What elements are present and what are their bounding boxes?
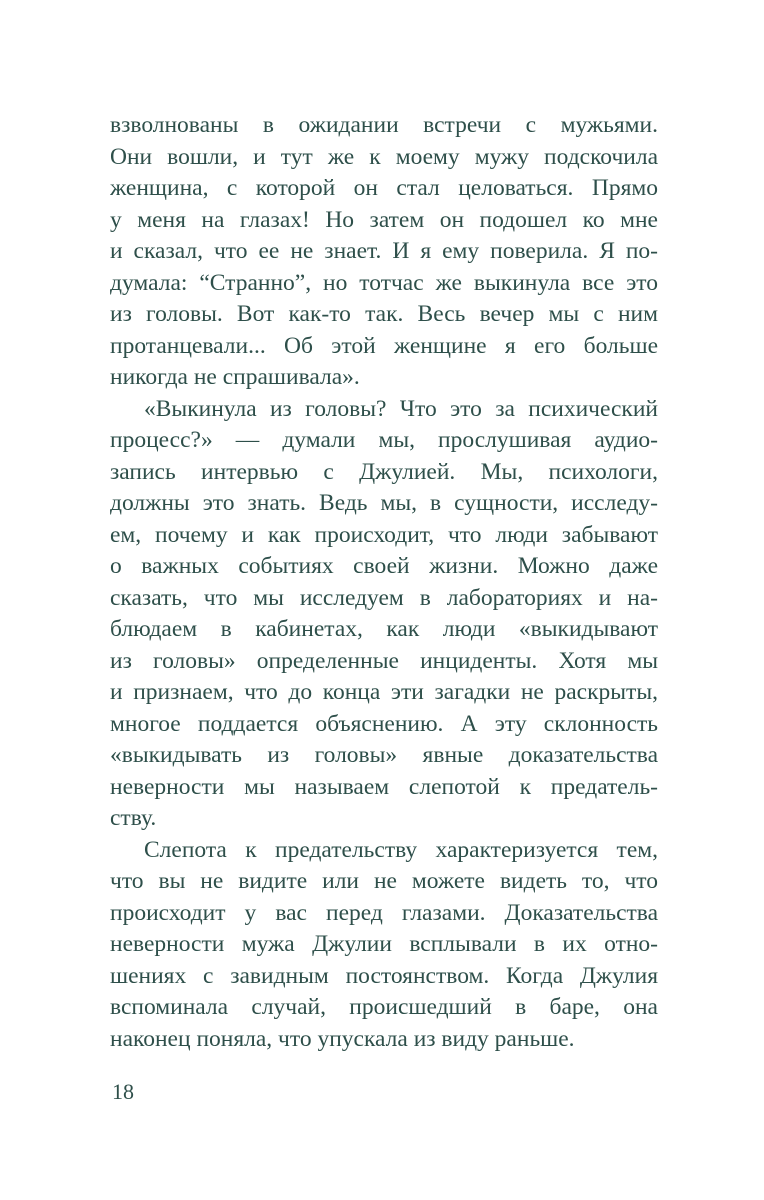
text-line: и сказал, что ее не знает. И я ему поверила. Я по- xyxy=(110,238,658,264)
text-block xyxy=(110,110,658,1055)
text-line: неверности мужа Джулии всплывали в их отно- xyxy=(110,931,658,957)
page-number: 18 xyxy=(112,1079,134,1104)
text-line: «Выкинула из головы? Что это за психический xyxy=(144,395,658,422)
text-line: и признаем, что до конца эти загадки не раскрыты, xyxy=(110,679,658,705)
text-line: происходит у вас перед глазами. Доказательства xyxy=(110,899,658,926)
text-line: никогда не спрашивала». xyxy=(110,364,360,390)
text-line: из головы» определенные инциденты. Хотя мы xyxy=(110,647,658,674)
text-line: протанцевали... Об этой женщине я его больше xyxy=(110,332,658,359)
text-line: шениях с завидным постоянством. Когда Джулия xyxy=(110,962,658,989)
text-line: из головы. Вот как-то так. Весь вечер мы с ним xyxy=(110,301,658,327)
text-line: сказать, что мы исследуем в лабораториях и на- xyxy=(110,584,658,611)
paragraph xyxy=(110,394,658,835)
text-line: блюдаем в кабинетах, как люди «выкидывают xyxy=(110,616,658,642)
text-line: наконец поняла, что упускала из виду раньше. xyxy=(110,1025,575,1052)
text-line: должны это знать. Ведь мы, в сущности, исследу- xyxy=(110,490,658,516)
text-line: ству. xyxy=(110,805,157,831)
paragraph xyxy=(110,110,658,394)
text-line: о важных событиях своей жизни. Можно даже xyxy=(110,553,658,579)
text-line: многое поддается объяснению. А эту склонность xyxy=(110,710,658,737)
text-line: Слепота к предательству характеризуется тем, xyxy=(144,836,658,863)
text-line: «выкидывать из головы» явные доказательства xyxy=(110,742,658,768)
text-line: неверности мы называем слепотой к предатель- xyxy=(110,773,658,800)
text-line: женщина, с которой он стал целоваться. Прямо xyxy=(110,175,658,201)
text-line: что вы не видите или не можете видеть то, что xyxy=(110,868,658,894)
text-line: думала: “Странно”, но тотчас же выкинула все это xyxy=(110,269,658,296)
text-line: запись интервью с Джулией. Мы, психологи, xyxy=(110,458,658,485)
text-line: взволнованы в ожидании встречи с мужьями. xyxy=(110,112,658,138)
paragraph xyxy=(110,835,658,1056)
text-line: процесс?» — думали мы, прослушивая аудио- xyxy=(110,427,658,453)
text-line: ем, почему и как происходит, что люди забывают xyxy=(110,521,658,548)
text-line: Они вошли, и тут же к моему мужу подскочила xyxy=(110,143,658,170)
text-line: у меня на глазах! Но затем он подошел ко мне xyxy=(110,206,658,233)
text-line: вспоминала случай, происшедший в баре, она xyxy=(110,994,658,1020)
